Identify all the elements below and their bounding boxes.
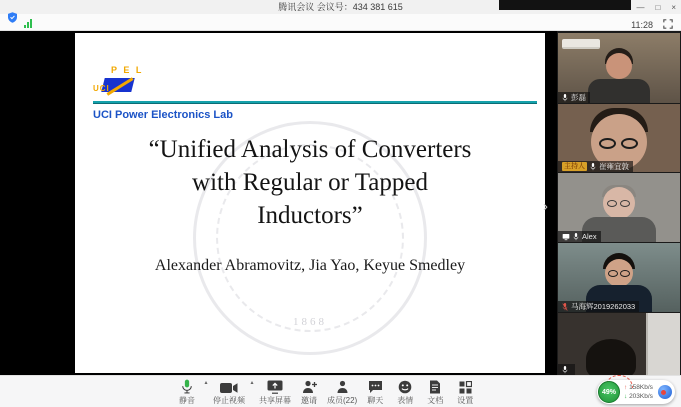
network-rates (624, 383, 653, 401)
window-controls (636, 0, 676, 14)
download-arrow-icon: ↓ (624, 393, 628, 400)
collapse-sidebar-chevron[interactable]: › (543, 198, 548, 215)
uci-pel-logo (93, 65, 147, 99)
slide-title: “Unified Analysis of Converters with Regular or Tapped Inductors” (148, 136, 472, 229)
stop-video-button[interactable]: 停止视频 (210, 378, 248, 406)
download-rate: 203Kb/s (629, 393, 653, 400)
mic-on-icon (562, 94, 568, 102)
emoji-button[interactable]: 表情 (390, 378, 420, 406)
close-button[interactable]: × (671, 2, 676, 12)
host-badge: 主持人 (564, 163, 585, 170)
mic-on-icon (573, 233, 579, 241)
chat-bubble-icon (368, 378, 383, 394)
participant-name: 崔雍宜敦 (599, 162, 629, 171)
ac-unit (562, 39, 600, 49)
members-button[interactable]: 成员(22) (324, 378, 360, 406)
glasses (599, 138, 616, 149)
share-screen-icon (267, 378, 283, 394)
microphone-icon (181, 378, 193, 394)
screen-sharing-icon (562, 233, 570, 241)
performance-widget[interactable] (597, 380, 675, 404)
accelerator-ball-icon[interactable] (658, 385, 672, 399)
participant-video[interactable] (558, 104, 680, 172)
emoji-icon (398, 378, 412, 394)
logo-pel-text: P E L (111, 65, 144, 75)
invite-button[interactable]: 邀请 (294, 378, 324, 406)
mic-muted-icon (562, 303, 568, 311)
slide-authors: Alexander Abramovitz, Jia Yao, Keyue Smedley (154, 257, 466, 274)
participant-video[interactable] (558, 33, 680, 103)
chat-button[interactable]: 聊天 (360, 378, 390, 406)
docs-button[interactable]: 文档 (420, 378, 450, 406)
mic-on-icon (562, 366, 568, 374)
network-signal-icon[interactable] (24, 19, 32, 28)
upload-arrow-icon: ↑ (624, 384, 628, 391)
camera-icon (220, 378, 238, 394)
members-icon (336, 378, 349, 394)
meeting-statusbar (0, 14, 681, 31)
security-shield-icon[interactable] (8, 10, 17, 28)
glasses (607, 200, 617, 207)
meeting-timer: 11:28 (631, 20, 653, 30)
share-screen-button[interactable]: 共享屏幕 (256, 378, 294, 406)
settings-grid-icon (459, 378, 472, 394)
participant-name: Alex (582, 232, 597, 241)
upload-rate: 158Kb/s (629, 384, 653, 391)
participant-label (558, 364, 575, 375)
maximize-button[interactable]: □ (655, 2, 661, 12)
participant-label (558, 231, 601, 242)
video-options-caret[interactable]: ▴ (250, 380, 254, 386)
overlay-black-strip (499, 0, 631, 10)
participant-video[interactable] (558, 173, 680, 242)
settings-button[interactable]: 设置 (450, 378, 480, 406)
logo-uci-text: UCI (93, 84, 110, 93)
participant-label (558, 301, 639, 312)
document-icon (429, 378, 441, 394)
lab-name: UCI Power Electronics Lab (93, 109, 233, 121)
cpu-percent: 49% (601, 388, 616, 396)
participants-sidebar (557, 31, 681, 375)
minimize-button[interactable]: — (636, 2, 645, 12)
shared-presentation-slide (75, 33, 545, 373)
participant-video[interactable] (558, 243, 680, 312)
statusbar-right (631, 16, 673, 34)
meeting-toolbar (0, 375, 681, 407)
statusbar-left (8, 17, 32, 28)
window-title: 腾讯会议 会议号：434 381 615 (278, 2, 403, 12)
participant-label (558, 92, 590, 103)
header-rule (93, 101, 537, 104)
cpu-gauge (598, 381, 620, 403)
fullscreen-icon[interactable] (663, 16, 673, 34)
glasses (608, 270, 618, 277)
main-stage (0, 31, 681, 375)
mic-on-icon (590, 163, 596, 171)
participant-video[interactable] (558, 313, 680, 375)
participant-name: 马海辉2019262033 (571, 302, 636, 311)
invite-person-icon (302, 378, 317, 394)
participant-label (558, 161, 633, 172)
participant-name: 彭磊 (571, 93, 586, 102)
mute-button[interactable]: 静音 (172, 378, 202, 406)
mute-options-caret[interactable]: ▴ (204, 380, 208, 386)
door (646, 313, 680, 375)
seal-year: 1868 (293, 316, 327, 328)
